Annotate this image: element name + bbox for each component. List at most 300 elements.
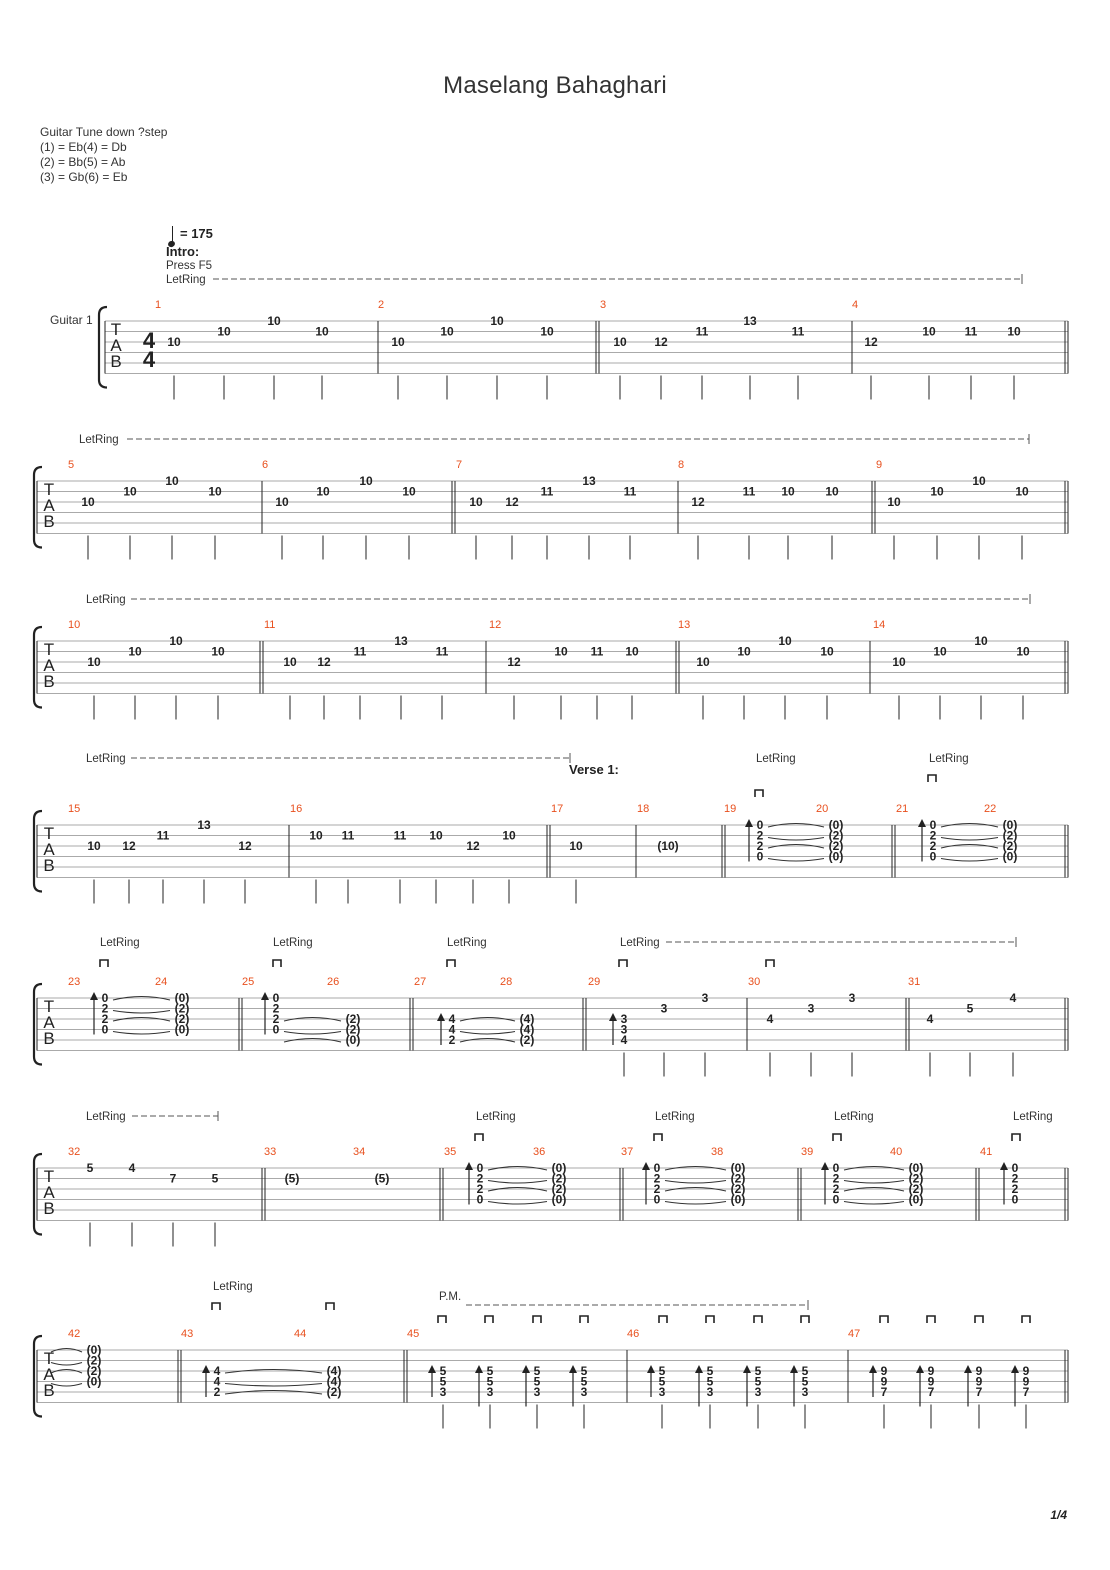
tuning-heading: Guitar Tune down ?step xyxy=(40,125,168,139)
system-bracket xyxy=(34,811,42,892)
downstroke-icon xyxy=(928,775,936,782)
fret-number: 7 xyxy=(975,1385,983,1399)
downstroke-icon xyxy=(801,1316,809,1323)
fret-number: (5) xyxy=(284,1171,300,1186)
tab-clef-letter: A xyxy=(110,336,122,355)
fret-number: 3 xyxy=(620,1012,628,1026)
fret-number: 11 xyxy=(341,828,355,843)
fret-number: 3 xyxy=(807,1001,815,1016)
downstroke-icon xyxy=(485,1316,493,1323)
fret-number: 0 xyxy=(272,991,280,1005)
fret-number: 12 xyxy=(691,495,705,509)
tab-clef-letter: T xyxy=(110,320,122,339)
strum-up-arrow-icon xyxy=(743,1365,751,1373)
fret-number: 11 xyxy=(156,828,170,843)
downstroke-icon xyxy=(475,1134,483,1141)
tab-clef-letter: T xyxy=(43,640,55,659)
tie-arc xyxy=(844,1181,904,1184)
fret-number: 3 xyxy=(658,1385,666,1399)
measure-number: 22 xyxy=(984,803,997,815)
fret-number: 9 xyxy=(975,1374,983,1389)
fret-number: 11 xyxy=(695,324,709,339)
system-bracket xyxy=(34,1154,42,1235)
measure-number: 14 xyxy=(873,619,886,631)
fret-number: 4 xyxy=(213,1364,221,1378)
fret-number: (0) xyxy=(174,1022,190,1037)
measure-number: 41 xyxy=(980,1146,993,1158)
fret-number: 2 xyxy=(1011,1182,1019,1196)
fret-number: 10 xyxy=(1007,324,1021,339)
tie-arc xyxy=(941,859,998,862)
fret-number: 3 xyxy=(439,1385,447,1399)
fret-number: 10 xyxy=(887,495,901,509)
fret-number: 10 xyxy=(211,644,225,659)
measure-number: 34 xyxy=(353,1146,366,1158)
strum-up-arrow-icon xyxy=(964,1365,972,1373)
tie-arc xyxy=(488,1202,547,1205)
fret-number: (2) xyxy=(908,1182,924,1196)
fret-number: 3 xyxy=(486,1385,494,1399)
measure-number: 4 xyxy=(852,299,859,311)
tie-arc xyxy=(460,1032,515,1035)
fret-number: 2 xyxy=(476,1171,484,1186)
fret-number: 10 xyxy=(275,495,289,509)
downstroke-icon xyxy=(619,960,627,967)
tab-clef-letter: A xyxy=(43,496,55,515)
measure-number: 11 xyxy=(264,619,276,631)
fret-number: 12 xyxy=(238,839,252,853)
fret-number: 2 xyxy=(448,1033,456,1047)
measure-number: 3 xyxy=(600,299,607,311)
fret-number: 2 xyxy=(653,1182,661,1196)
fret-number: 13 xyxy=(743,314,757,328)
fret-number: 10 xyxy=(309,828,323,843)
fret-number: 10 xyxy=(469,495,483,509)
tie-arc xyxy=(844,1202,904,1205)
downstroke-icon xyxy=(833,1134,841,1141)
fret-number: 13 xyxy=(394,634,408,648)
tuning-line: (1) = Eb(4) = Db xyxy=(40,140,127,154)
fret-number: 5 xyxy=(439,1374,447,1389)
fret-number: 0 xyxy=(756,818,764,832)
fret-number: (2) xyxy=(730,1171,746,1186)
fret-number: 11 xyxy=(435,644,449,659)
tab-clef-letter: B xyxy=(43,512,55,531)
fret-number: 5 xyxy=(706,1364,714,1378)
downstroke-icon xyxy=(100,960,108,967)
letring-label: LetRing xyxy=(447,937,487,949)
downstroke-icon xyxy=(533,1316,541,1323)
measure-number: 42 xyxy=(68,1328,81,1340)
tab-clef-letter: T xyxy=(43,997,55,1016)
fret-number: (2) xyxy=(345,1012,361,1026)
fret-number: 10 xyxy=(267,314,281,328)
downstroke-icon xyxy=(659,1316,667,1323)
fret-number: (4) xyxy=(326,1374,342,1389)
fret-number: 3 xyxy=(533,1385,541,1399)
letring-label: LetRing xyxy=(166,274,206,286)
time-signature-top: 4 xyxy=(142,328,156,353)
fret-number: 7 xyxy=(880,1385,888,1399)
measure-number: 37 xyxy=(621,1146,634,1158)
fret-number: 10 xyxy=(892,655,906,669)
fret-number: (2) xyxy=(551,1171,567,1186)
fret-number: 10 xyxy=(778,634,792,648)
fret-number: 4 xyxy=(620,1033,628,1047)
fret-number: 2 xyxy=(756,828,764,843)
fret-number: 10 xyxy=(490,314,504,328)
strum-up-arrow-icon xyxy=(609,1013,617,1021)
letring-label: LetRing xyxy=(79,434,119,446)
fret-number: (5) xyxy=(374,1171,390,1186)
letring-label: LetRing xyxy=(929,753,969,765)
fret-number: 4 xyxy=(213,1374,221,1389)
fret-number: 2 xyxy=(929,828,937,843)
fret-number: 12 xyxy=(864,335,878,349)
fret-number: 5 xyxy=(580,1374,588,1389)
fret-number: 10 xyxy=(613,335,627,349)
fret-number: 4 xyxy=(448,1012,456,1026)
tab-clef-letter: B xyxy=(43,1029,55,1048)
fret-number: 10 xyxy=(540,324,554,339)
measure-number: 12 xyxy=(489,619,502,631)
fret-number: (2) xyxy=(174,1012,190,1026)
fret-number: 2 xyxy=(653,1171,661,1186)
fret-number: 3 xyxy=(848,991,856,1005)
downstroke-icon xyxy=(755,790,763,797)
fret-number: 10 xyxy=(933,644,947,659)
fret-number: 12 xyxy=(466,839,480,853)
fret-number: 5 xyxy=(706,1374,714,1389)
fret-number: (4) xyxy=(519,1012,535,1026)
fret-number: 5 xyxy=(86,1161,94,1175)
measure-number: 33 xyxy=(264,1146,277,1158)
fret-number: 7 xyxy=(169,1171,177,1186)
fret-number: 10 xyxy=(217,324,231,339)
fret-number: 3 xyxy=(701,991,709,1005)
downstroke-icon xyxy=(580,1316,588,1323)
measure-number: 43 xyxy=(181,1328,194,1340)
measure-number: 28 xyxy=(500,976,513,988)
measure-number: 24 xyxy=(155,976,168,988)
fret-number: 0 xyxy=(1011,1161,1019,1175)
fret-number: 11 xyxy=(742,484,756,499)
fret-number: 13 xyxy=(582,474,596,488)
fret-number: 5 xyxy=(801,1374,809,1389)
fret-number: 0 xyxy=(476,1192,484,1207)
fret-number: 0 xyxy=(1011,1192,1019,1207)
fret-number: 0 xyxy=(476,1161,484,1175)
fret-number: 11 xyxy=(964,324,978,339)
measure-number: 18 xyxy=(637,803,650,815)
measure-number: 39 xyxy=(801,1146,814,1158)
section-verse-1: Verse 1: xyxy=(569,762,619,777)
strum-up-arrow-icon xyxy=(745,819,753,827)
fret-number: 3 xyxy=(620,1022,628,1037)
fret-number: 10 xyxy=(930,484,944,499)
fret-number: 4 xyxy=(128,1161,136,1175)
fret-number: (0) xyxy=(86,1374,102,1389)
press-text: Press F5 xyxy=(166,260,213,272)
fret-number: 0 xyxy=(832,1192,840,1207)
fret-number: (0) xyxy=(828,849,844,864)
tempo-value: = 175 xyxy=(180,226,213,241)
measure-number: 36 xyxy=(533,1146,546,1158)
tab-clef-letter: A xyxy=(43,1365,55,1384)
tie-arc xyxy=(225,1384,322,1387)
downstroke-icon xyxy=(1022,1316,1030,1323)
strum-up-arrow-icon xyxy=(647,1365,655,1373)
letring-label: LetRing xyxy=(213,1281,253,1293)
palm-mute-label: P.M. xyxy=(439,1291,462,1303)
measure-number: 29 xyxy=(588,976,601,988)
fret-number: 5 xyxy=(658,1364,666,1378)
fret-number: 5 xyxy=(580,1364,588,1378)
fret-number: 5 xyxy=(211,1171,219,1186)
fret-number: 3 xyxy=(660,1001,668,1016)
instrument-name: Guitar 1 xyxy=(50,313,93,327)
fret-number: (2) xyxy=(86,1364,102,1378)
tie-arc xyxy=(113,1011,170,1014)
fret-number: 11 xyxy=(353,644,367,659)
tab-clef-letter: A xyxy=(43,1183,55,1202)
fret-number: (0) xyxy=(1002,849,1018,864)
fret-number: 10 xyxy=(391,335,405,349)
letring-label: LetRing xyxy=(655,1111,695,1123)
fret-number: 0 xyxy=(272,1022,280,1037)
fret-number: 0 xyxy=(929,818,937,832)
fret-number: 10 xyxy=(1016,644,1030,659)
fret-number: (2) xyxy=(551,1182,567,1196)
tab-clef-letter: B xyxy=(43,672,55,691)
strum-up-arrow-icon xyxy=(695,1365,703,1373)
fret-number: (2) xyxy=(86,1353,102,1368)
fret-number: 4 xyxy=(766,1012,774,1026)
fret-number: 10 xyxy=(128,644,142,659)
strum-up-arrow-icon xyxy=(918,819,926,827)
measure-number: 40 xyxy=(890,1146,903,1158)
fret-number: 5 xyxy=(966,1001,974,1016)
fret-number: 10 xyxy=(972,474,986,488)
fret-number: (0) xyxy=(908,1192,924,1207)
fret-number: 5 xyxy=(658,1374,666,1389)
measure-number: 30 xyxy=(748,976,761,988)
fret-number: 9 xyxy=(927,1364,935,1378)
fret-number: 9 xyxy=(1022,1364,1030,1378)
strum-up-arrow-icon xyxy=(522,1365,530,1373)
fret-number: 10 xyxy=(208,484,222,499)
fret-number: (2) xyxy=(730,1182,746,1196)
measure-number: 31 xyxy=(908,976,921,988)
downstroke-icon xyxy=(1012,1134,1020,1141)
measure-number: 46 xyxy=(627,1328,640,1340)
downstroke-icon xyxy=(754,1316,762,1323)
system-bracket xyxy=(34,1336,42,1417)
fret-number: 7 xyxy=(1022,1385,1030,1399)
tuning-line: (3) = Gb(6) = Eb xyxy=(40,170,128,184)
fret-number: 10 xyxy=(781,484,795,499)
fret-number: 10 xyxy=(81,495,95,509)
fret-number: 12 xyxy=(507,655,521,669)
fret-number: 12 xyxy=(122,839,136,853)
measure-number: 10 xyxy=(68,619,81,631)
measure-number: 1 xyxy=(155,299,162,311)
measure-number: 47 xyxy=(848,1328,861,1340)
downstroke-icon xyxy=(326,1303,334,1310)
measure-number: 9 xyxy=(876,459,883,471)
fret-number: 9 xyxy=(927,1374,935,1389)
tab-clef-letter: A xyxy=(43,1013,55,1032)
tie-arc xyxy=(768,859,824,862)
fret-number: 7 xyxy=(927,1385,935,1399)
fret-number: 2 xyxy=(1011,1171,1019,1186)
fret-number: (2) xyxy=(828,828,844,843)
strum-up-arrow-icon xyxy=(821,1162,829,1170)
measure-number: 38 xyxy=(711,1146,724,1158)
fret-number: 10 xyxy=(429,828,443,843)
strum-up-arrow-icon xyxy=(790,1365,798,1373)
fret-number: 10 xyxy=(123,484,137,499)
strum-up-arrow-icon xyxy=(428,1365,436,1373)
downstroke-icon xyxy=(766,960,774,967)
fret-number: (0) xyxy=(551,1192,567,1207)
fret-number: 5 xyxy=(486,1374,494,1389)
fret-number: (2) xyxy=(174,1001,190,1016)
fret-number: 12 xyxy=(505,495,519,509)
fret-number: 10 xyxy=(316,484,330,499)
fret-number: 2 xyxy=(832,1171,840,1186)
system-bracket xyxy=(34,627,42,708)
fret-number: (2) xyxy=(908,1171,924,1186)
song-title: Maselang Bahaghari xyxy=(443,72,667,99)
fret-number: 3 xyxy=(754,1385,762,1399)
fret-number: 10 xyxy=(167,335,181,349)
fret-number: (0) xyxy=(828,818,844,832)
fret-number: 4 xyxy=(1009,991,1017,1005)
fret-number: 10 xyxy=(554,644,568,659)
fret-number: 11 xyxy=(590,644,604,659)
strum-up-arrow-icon xyxy=(869,1365,877,1373)
letring-label: LetRing xyxy=(834,1111,874,1123)
tab-clef-letter: B xyxy=(43,1199,55,1218)
fret-number: 9 xyxy=(975,1364,983,1378)
strum-up-arrow-icon xyxy=(642,1162,650,1170)
page-number: 1/4 xyxy=(1050,1508,1067,1522)
fret-number: 10 xyxy=(825,484,839,499)
measure-number: 45 xyxy=(407,1328,420,1340)
fret-number: 4 xyxy=(448,1022,456,1037)
fret-number: 10 xyxy=(922,324,936,339)
fret-number: 2 xyxy=(272,1001,280,1016)
fret-number: 11 xyxy=(540,484,554,499)
fret-number: 5 xyxy=(486,1364,494,1378)
fret-number: 10 xyxy=(315,324,329,339)
downstroke-icon xyxy=(975,1316,983,1323)
downstroke-icon xyxy=(212,1303,220,1310)
tie-arc xyxy=(768,838,824,841)
downstroke-icon xyxy=(706,1316,714,1323)
tab-clef-letter: T xyxy=(43,1349,55,1368)
measure-number: 6 xyxy=(262,459,269,471)
fret-number: 12 xyxy=(317,655,331,669)
downstroke-icon xyxy=(438,1316,446,1323)
fret-number: 5 xyxy=(439,1364,447,1378)
letring-label: LetRing xyxy=(620,937,660,949)
fret-number: 5 xyxy=(533,1374,541,1389)
fret-number: 5 xyxy=(754,1374,762,1389)
fret-number: 10 xyxy=(502,828,516,843)
fret-number: 2 xyxy=(272,1012,280,1026)
section-intro: Intro: xyxy=(166,244,200,259)
fret-number: (0) xyxy=(908,1161,924,1175)
fret-number: 11 xyxy=(393,828,407,843)
fret-number: 0 xyxy=(653,1161,661,1175)
tab-clef-letter: A xyxy=(43,840,55,859)
measure-number: 27 xyxy=(414,976,427,988)
fret-number: 9 xyxy=(880,1374,888,1389)
tab-clef-letter: B xyxy=(43,1381,55,1400)
fret-number: 3 xyxy=(706,1385,714,1399)
fret-number: 10 xyxy=(440,324,454,339)
fret-number: 2 xyxy=(832,1182,840,1196)
fret-number: 5 xyxy=(754,1364,762,1378)
fret-number: (2) xyxy=(519,1033,535,1047)
fret-number: (2) xyxy=(345,1022,361,1037)
fret-number: 10 xyxy=(696,655,710,669)
fret-number: 10 xyxy=(359,474,373,488)
fret-number: (2) xyxy=(1002,828,1018,843)
measure-number: 26 xyxy=(327,976,340,988)
letring-label: LetRing xyxy=(1013,1111,1053,1123)
fret-number: 9 xyxy=(880,1364,888,1378)
fret-number: 4 xyxy=(926,1012,934,1026)
letring-label: LetRing xyxy=(86,1111,126,1123)
tab-clef-letter: B xyxy=(110,352,122,371)
fret-number: 0 xyxy=(756,849,764,864)
letring-label: LetRing xyxy=(476,1111,516,1123)
time-signature-bottom: 4 xyxy=(142,347,156,372)
tie-arc xyxy=(665,1181,726,1184)
system-bracket xyxy=(34,984,42,1065)
measure-number: 15 xyxy=(68,803,81,815)
tie-arc xyxy=(113,1032,170,1035)
fret-number: 10 xyxy=(169,634,183,648)
measure-number: 21 xyxy=(896,803,909,815)
fret-number: (0) xyxy=(1002,818,1018,832)
strum-up-arrow-icon xyxy=(1000,1162,1008,1170)
fret-number: 2 xyxy=(929,839,937,853)
tab-clef-letter: T xyxy=(43,824,55,843)
strum-up-arrow-icon xyxy=(90,992,98,1000)
downstroke-icon xyxy=(273,960,281,967)
fret-number: 0 xyxy=(832,1161,840,1175)
tie-arc xyxy=(51,1363,82,1366)
fret-number: 11 xyxy=(623,484,637,499)
fret-number: 3 xyxy=(801,1385,809,1399)
measure-number: 13 xyxy=(678,619,691,631)
measure-number: 44 xyxy=(294,1328,307,1340)
tie-arc xyxy=(284,1032,341,1035)
strum-up-arrow-icon xyxy=(465,1162,473,1170)
fret-number: 9 xyxy=(1022,1374,1030,1389)
system-bracket xyxy=(34,467,42,548)
tab-clef-letter: A xyxy=(43,656,55,675)
fret-number: 12 xyxy=(654,335,668,349)
fret-number: 10 xyxy=(974,634,988,648)
measure-number: 7 xyxy=(456,459,463,471)
fret-number: 0 xyxy=(929,849,937,864)
fret-number: 5 xyxy=(801,1364,809,1378)
